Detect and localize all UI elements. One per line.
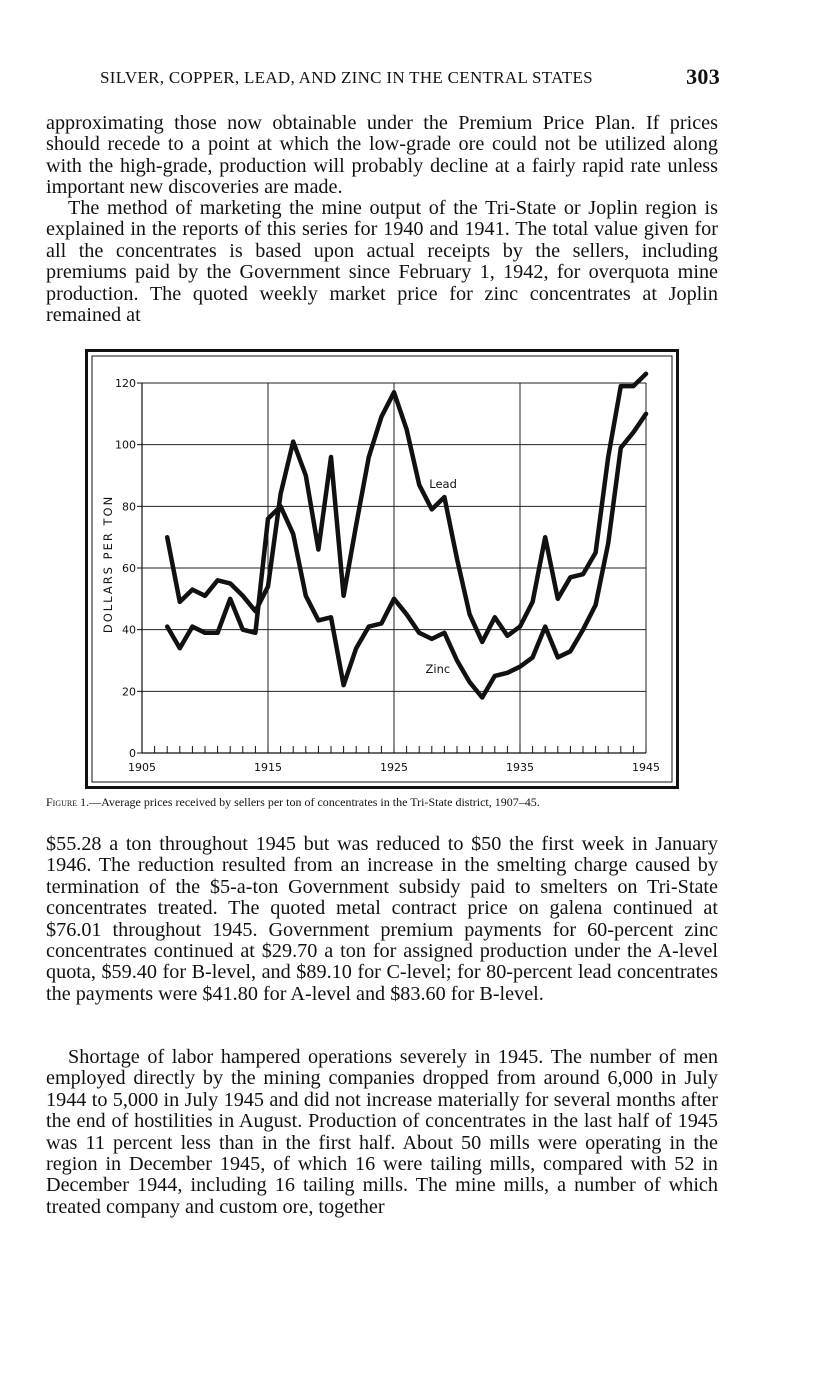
x-tick-label: 1945 <box>632 761 660 774</box>
paragraph-3: $55.28 a ton throughout 1945 but was reduced to $50 the first week in January 1946. The reduction resulted from an increase in the smelting charge caused by termination of the $5-a-ton Government subsidy paid to smelters on Tri-State concentrates treated. The quoted metal contract price on galena continued at $76.01 throughout 1945. Government premium payments for 60-percent zinc concentrates continued at $29.70 a ton for assigned production under the A-level quota, $59.40 for B-level, and $89.10 for C-level; for 80-percent lead concentrates the payments were $41.80 for A-level and $83.60 for B-level. <box>46 833 718 1005</box>
y-tick-label: 40 <box>122 623 136 637</box>
y-tick-label: 80 <box>122 500 136 514</box>
paragraph-1: approximating those now obtainable under the Premium Price Plan. If prices should recede to a point at which the low-grade ore could not be utilized along with the high-grade, production will probably decline at a fairly rapid rate unless important new discoveries are made. <box>46 112 718 199</box>
y-axis-title: DOLLARS PER TON <box>101 494 115 634</box>
paragraph-2: The method of marketing the mine output of the Tri-State or Joplin region is explained in the reports of this series for 1940 and 1941. The total value given for all the concentrates is based upon actual receipts by the sellers, including premiums paid by the Government since February 1, 1942, for overquota mine production. The quoted weekly market price for zinc concentrates at Joplin remained at <box>46 197 718 327</box>
series-line-lead <box>167 374 646 642</box>
paragraph-4: Shortage of labor hampered operations severely in 1945. The number of men employed directly by the mining companies dropped from around 6,000 in July 1944 to 5,000 in July 1945 and did not increase materially for several months after the end of hostilities in August. Production of concentrates in the last half of 1945 was 11 percent less than in the first half. About 50 mills were operating in the region in December 1945, of which 16 were tailing mills, compared with 52 in December 1944, including 16 tailing mills. The mine mills, a number of which treated company and custom ore, together <box>46 1046 718 1218</box>
series-line-zinc <box>167 414 646 698</box>
page-number: 303 <box>686 64 720 89</box>
y-tick-label: 100 <box>115 438 136 452</box>
x-tick-label: 1915 <box>254 761 282 774</box>
caption-text: —Average prices received by sellers per ton of concentrates in the Tri-State district, 1907–45. <box>89 795 540 809</box>
series-label-zinc: Zinc <box>425 661 451 676</box>
running-head-title: SILVER, COPPER, LEAD, AND ZINC IN THE CENTRAL STATES <box>100 68 593 87</box>
figure-1 <box>85 349 679 789</box>
y-tick-label: 0 <box>129 747 136 760</box>
y-tick-label: 60 <box>122 562 136 575</box>
y-tick-label: 120 <box>115 377 136 390</box>
series-label-lead: Lead <box>429 476 457 491</box>
figure-caption <box>46 795 746 810</box>
x-tick-label: 1925 <box>380 761 408 774</box>
x-tick-label: 1935 <box>506 761 534 774</box>
y-tick-label: 20 <box>122 685 136 699</box>
x-tick-label: 1905 <box>128 761 156 774</box>
caption-label: Figure 1. <box>46 795 90 809</box>
price-chart <box>85 349 679 789</box>
